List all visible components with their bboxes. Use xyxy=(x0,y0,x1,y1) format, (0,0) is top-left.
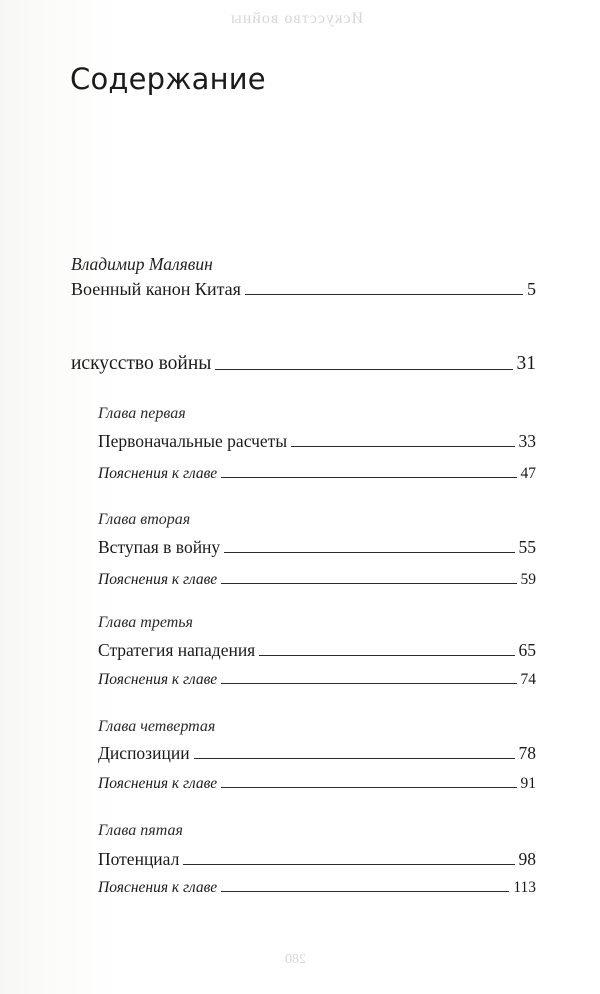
toc-entry-chapter xyxy=(98,426,536,450)
toc-entry-chapter xyxy=(98,844,536,868)
page-title: Содержание xyxy=(70,62,266,96)
leader-line xyxy=(183,864,514,865)
toc-entry-intro xyxy=(71,274,536,298)
chapter-heading: Глава первая xyxy=(98,405,186,422)
toc-entry-label: Диспозиции xyxy=(98,742,190,763)
chapter-heading: Глава третья xyxy=(98,614,193,631)
toc-entry-label: Первоначальные расчеты xyxy=(98,430,288,451)
toc-entry-page: 78 xyxy=(518,742,536,763)
leader-line xyxy=(245,294,523,295)
toc-entry-chapter xyxy=(98,738,536,762)
toc-entry-chapter xyxy=(98,532,536,556)
toc-entry-label: Пояснения к главе xyxy=(98,670,218,688)
toc-entry-page: 59 xyxy=(520,570,536,588)
leader-line xyxy=(224,552,514,553)
toc-entry-page: 113 xyxy=(513,878,536,896)
toc-entry-page: 74 xyxy=(520,670,536,688)
leader-line xyxy=(215,369,512,370)
leader-line xyxy=(259,655,514,656)
toc-entry-label: Вступая в войну xyxy=(98,536,221,557)
toc-entry-page: 47 xyxy=(520,464,536,482)
chapter-heading: Глава вторая xyxy=(98,511,191,528)
toc-entry-page: 31 xyxy=(516,352,536,374)
chapter-heading: Глава четвертая xyxy=(98,718,216,735)
toc-entry-notes xyxy=(98,767,536,791)
toc-entry-notes xyxy=(98,457,536,481)
show-through-running-title: Искусство войны xyxy=(230,10,364,27)
toc-entry-page: 33 xyxy=(518,430,536,451)
toc-entry-label: Военный канон Китая xyxy=(71,279,241,299)
leader-line xyxy=(221,583,516,584)
toc-entry-label: Пояснения к главе xyxy=(98,878,218,896)
toc-entry-page: 65 xyxy=(518,639,536,660)
leader-line xyxy=(221,891,509,892)
leader-line xyxy=(221,787,516,788)
toc-entry-notes xyxy=(98,871,536,895)
toc-entry-page: 5 xyxy=(527,279,536,299)
toc-entry-page: 55 xyxy=(518,536,536,557)
show-through-page-number: 280 xyxy=(285,952,306,967)
toc-entry-label: Пояснения к главе xyxy=(98,570,218,588)
leader-line xyxy=(194,758,515,759)
toc-entry-page: 91 xyxy=(520,774,536,792)
toc-entry-label: искусство войны xyxy=(71,352,212,374)
author-name: Владимир Малявин xyxy=(71,254,213,274)
chapter-heading: Глава пятая xyxy=(98,822,183,839)
toc-entry-notes xyxy=(98,663,536,687)
toc-entry-notes xyxy=(98,563,536,587)
leader-line xyxy=(221,683,516,684)
toc-entry-chapter xyxy=(98,635,536,659)
toc-entry-label: Стратегия нападения xyxy=(98,639,256,660)
leader-line xyxy=(221,477,516,478)
toc-entry-page: 98 xyxy=(518,848,536,869)
leader-line xyxy=(291,446,514,447)
toc-entry-part xyxy=(71,349,536,373)
toc-entry-label: Потенциал xyxy=(98,848,180,869)
toc-entry-label: Пояснения к главе xyxy=(98,464,218,482)
toc-entry-label: Пояснения к главе xyxy=(98,774,218,792)
